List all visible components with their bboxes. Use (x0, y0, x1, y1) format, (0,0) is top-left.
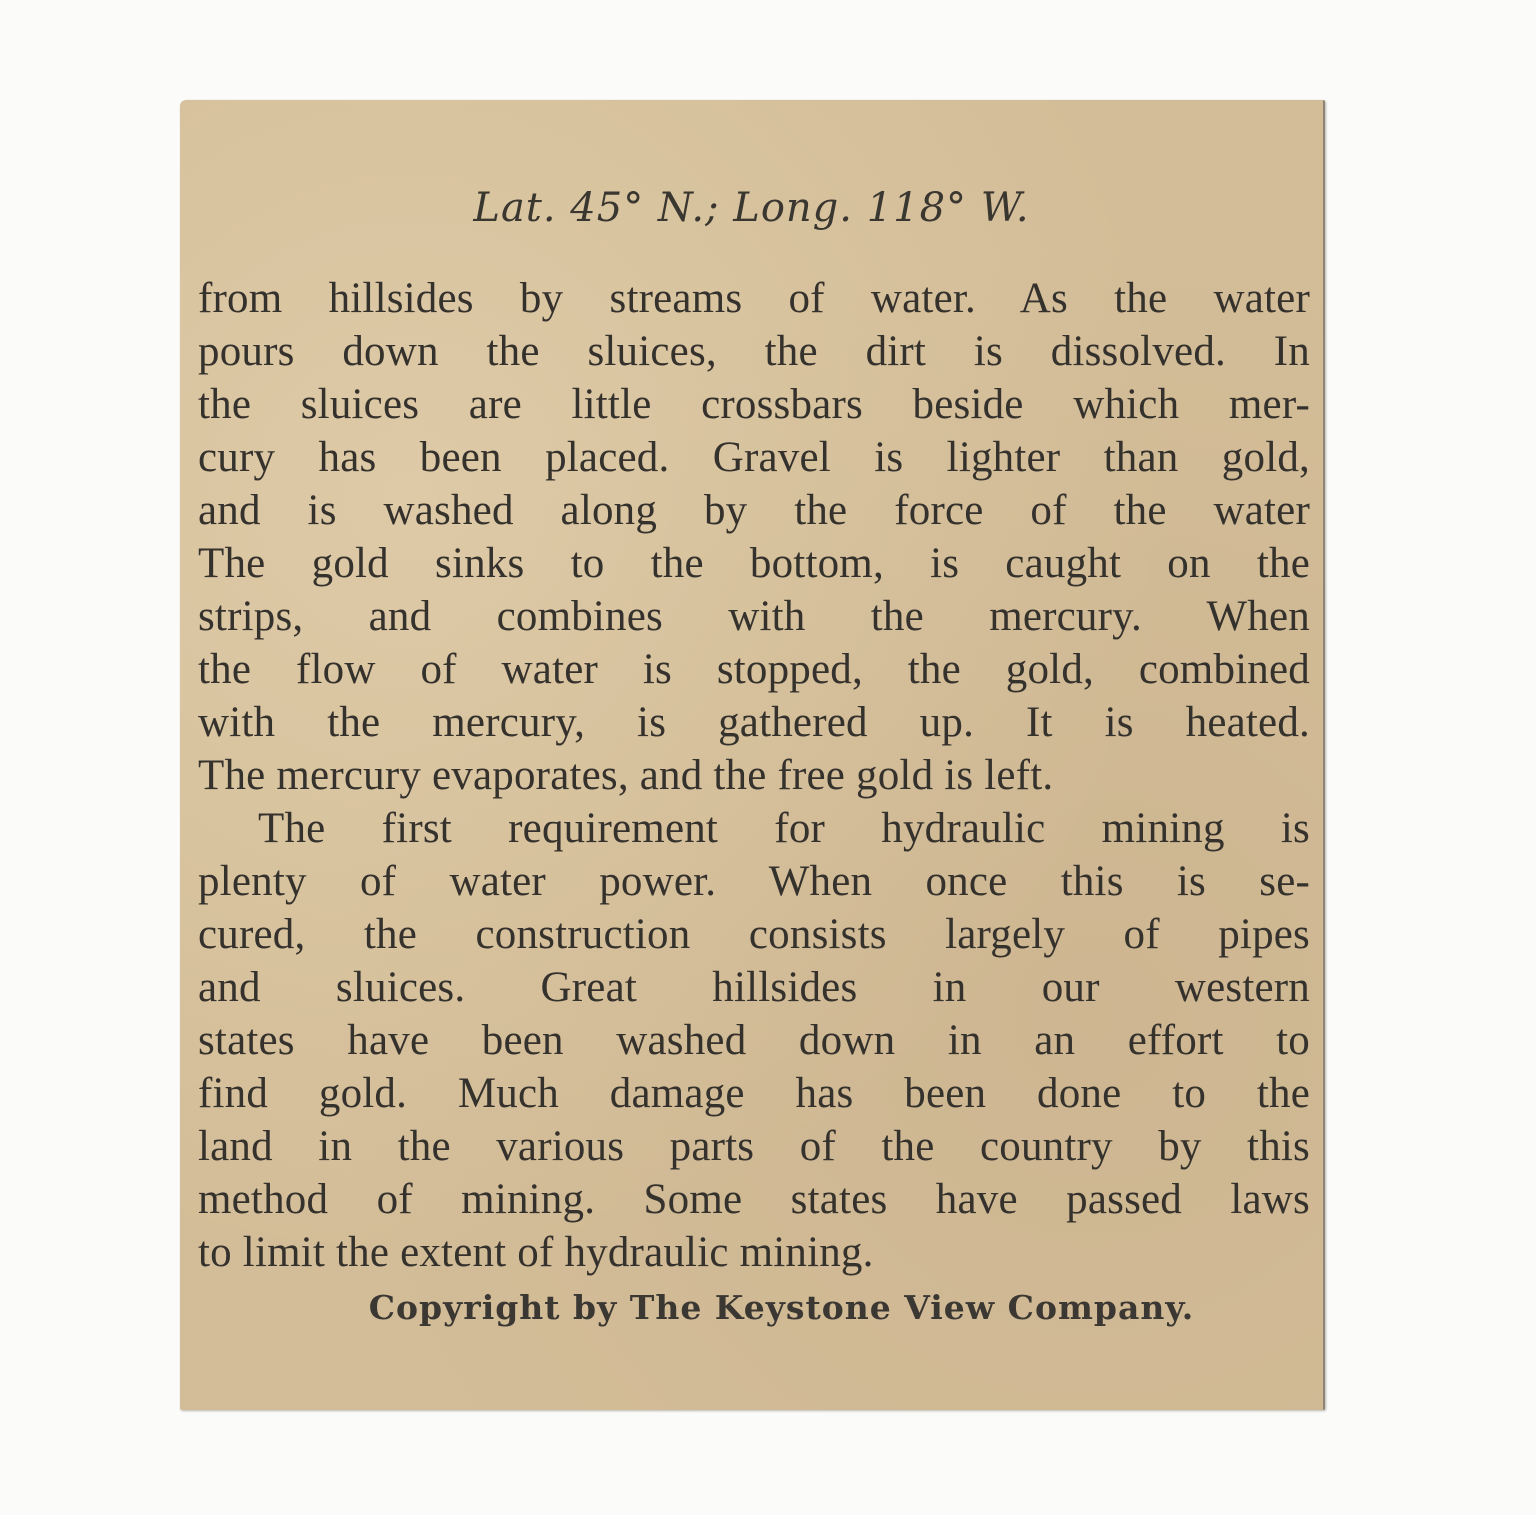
text-line: cured, the construction consists largely of pipes (198, 911, 1310, 958)
text-line: find gold. Much damage has been done to the (198, 1070, 1310, 1117)
text-line: with the mercury, is gathered up. It is heated. (198, 699, 1310, 746)
text-line: to limit the extent of hydraulic mining. (198, 1229, 874, 1276)
text-line: The gold sinks to the bottom, is caught on the (198, 540, 1310, 587)
text-line: strips, and combines with the mercury. When (198, 593, 1310, 640)
text-line: the sluices are little crossbars beside which mer- (198, 381, 1310, 428)
text-line: plenty of water power. When once this is se- (198, 858, 1310, 905)
text-line: land in the various parts of the country by this (198, 1123, 1310, 1170)
stereoview-card-back (180, 100, 1325, 1410)
copyright-notice: Copyright by The Keystone View Company. (368, 1288, 1195, 1327)
text-line: The mercury evaporates, and the free gold is left. (198, 752, 1054, 799)
text-line-paragraph-start: The first requirement for hydraulic mining is (258, 805, 1310, 852)
text-line: cury has been placed. Gravel is lighter than gold, (198, 434, 1310, 481)
text-line: method of mining. Some states have passed laws (198, 1176, 1310, 1223)
text-line: states have been washed down in an effort to (198, 1017, 1310, 1064)
text-line: from hillsides by streams of water. As the water (198, 275, 1310, 322)
text-line: the flow of water is stopped, the gold, combined (198, 646, 1310, 693)
body-text (198, 272, 1310, 1279)
coordinates-heading: Lat. 45° N.; Long. 118° W. (473, 185, 1030, 231)
text-line: and sluices. Great hillsides in our western (198, 964, 1310, 1011)
text-line: and is washed along by the force of the water (198, 487, 1310, 534)
text-line: pours down the sluices, the dirt is dissolved. In (198, 328, 1310, 375)
